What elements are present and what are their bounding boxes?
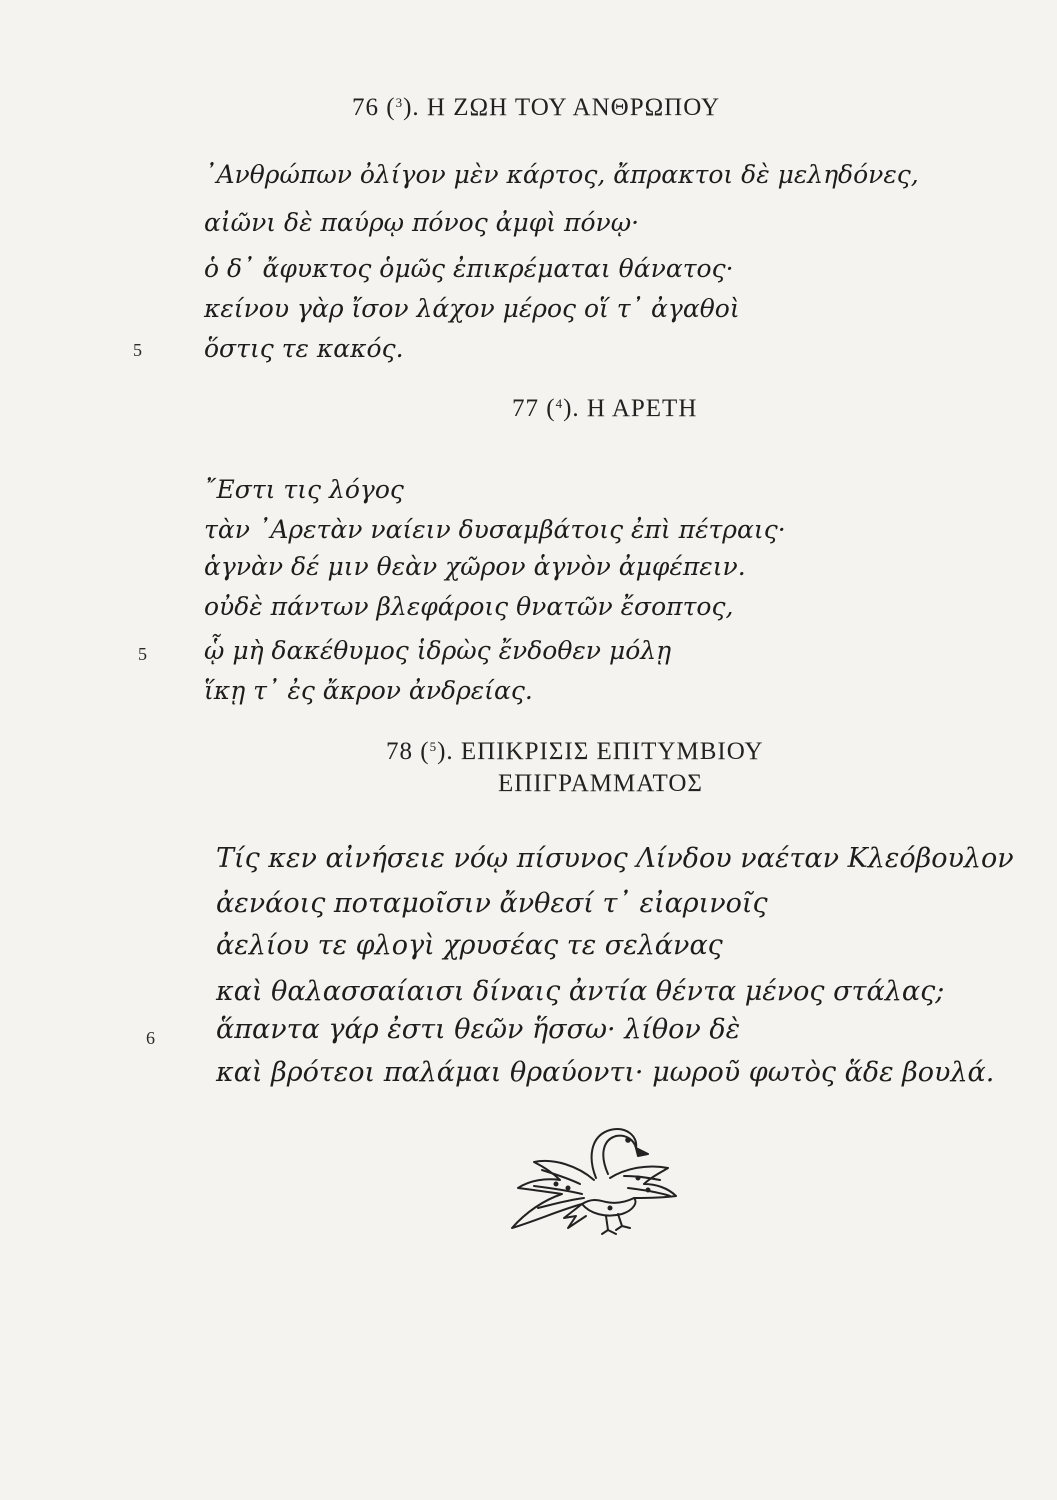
footnote-ref: 3 (395, 95, 404, 110)
swan-icon (498, 1118, 678, 1252)
poem-78-line-1: Τίς κεν αἰνήσειε νόῳ πίσυνος Λίνδου ναέταν Κλεόβουλον (216, 843, 1014, 874)
poem-78-line-4: καὶ θαλασσαίαισι δίναις ἀντία θέντα μένος στάλας; (216, 976, 945, 1007)
poem-77-line-6: ἵκῃ τ᾿ ἐς ἄκρον ἀνδρείας. (204, 676, 533, 705)
footnote-ref: 5 (429, 739, 438, 754)
poem-78-heading: 78 ($^5$). ΕΠΙΚΡΙΣΙΣ ΕΠΙΤΥΜΒΙΟΥ (386, 738, 764, 765)
poem-77-line-3: ἁγνὰν δέ μιν θεὰν χῶρον ἁγνὸν ἀμφέπειν. (204, 552, 746, 581)
line-number: 5 (138, 644, 147, 664)
poem-77-line-2: τὰν ᾿Αρετὰν ναίειν δυσαμβάτοις ἐπὶ πέτραις· (204, 515, 786, 544)
poem-76-line-5: ὅστις τε κακός. (204, 334, 404, 363)
poem-77-line-4: οὐδὲ πάντων βλεφάροις θνατῶν ἔσοπτος, (204, 592, 734, 621)
poem-76-line-2: αἰῶνι δὲ παύρῳ πόνος ἀμφὶ πόνῳ· (204, 208, 640, 237)
footnote-ref: 4 (555, 396, 564, 411)
poem-77-line-5: ᾧ μὴ δακέθυμος ἱδρὼς ἔνδοθεν μόλῃ (204, 636, 672, 665)
poem-78-line-2: ἀενάοις ποταμοῖσιν ἄνθεσί τ᾿ εἰαρινοῖς (216, 888, 768, 919)
poem-78-line-5: ἅπαντα γάρ ἐστι θεῶν ἥσσω· λίθον δὲ (216, 1014, 741, 1045)
poem-76-heading: 76 ($^3$). Η ΖΩΗ ΤΟΥ ΑΝΘΡΩΠΟΥ (352, 94, 721, 121)
poem-78-heading-line-2: ΕΠΙΓΡΑΜΜΑΤΟΣ (498, 770, 703, 797)
poem-77-line-1: ῎Εστι τις λόγος (204, 475, 404, 504)
poem-78-line-6: καὶ βρότεοι παλάμαι θραύοντι· μωροῦ φωτὸς ἅδε βουλά. (216, 1057, 995, 1088)
poem-76-line-1: ᾿Ανθρώπων ὀλίγον μὲν κάρτος, ἄπρακτοι δὲ μεληδόνες, (204, 160, 919, 189)
line-number: 6 (146, 1028, 155, 1048)
poem-76-line-4: κείνου γὰρ ἴσον λάχον μέρος οἵ τ᾿ ἀγαθοὶ (204, 294, 740, 323)
poem-76-line-3: ὁ δ᾿ ἄφυκτος ὁμῶς ἐπικρέμαται θάνατος· (204, 254, 734, 283)
poem-78-line-3: ἀελίου τε φλογὶ χρυσέας τε σελάνας (216, 930, 723, 961)
poem-77-heading: 77 ($^4$). Η ΑΡΕΤΗ (512, 395, 698, 422)
line-number: 5 (133, 340, 142, 360)
